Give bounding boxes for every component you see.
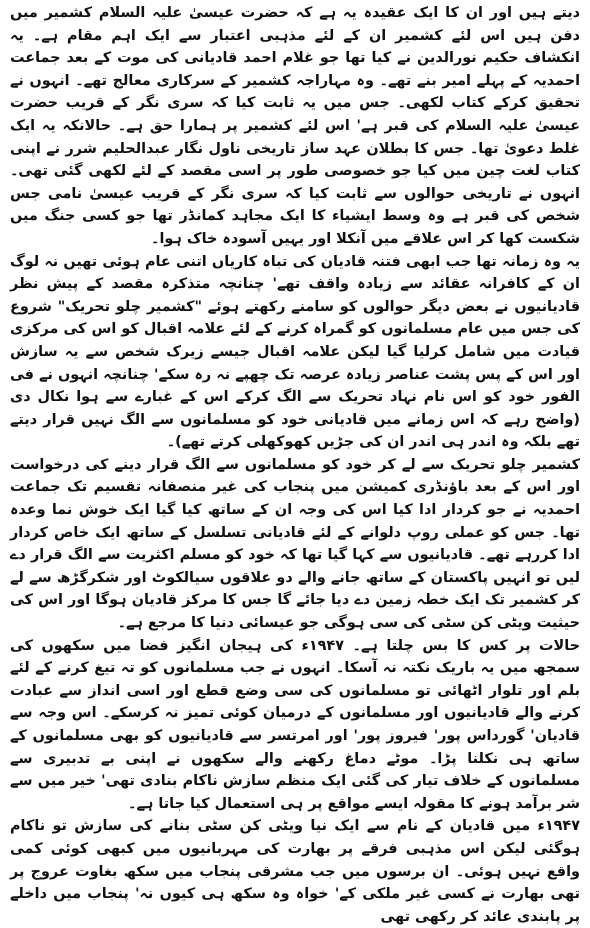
- paragraph-kashmir-claim: دیتے ہیں اور ان کا ایک عقیدہ یہ ہے کہ حضرت عیسیٰ علیہ السلام کشمیر میں دفن ہیں اس لئے کشمیر ان کے لئے مذہبی اعتبار سے ایک اہم مقام ہے۔ یہ انکشاف حکیم نورالدین نے کیا تھا جو غلام احمد قادیانی کی موت کے بعد جماعت احمدیہ کے پہلے امیر بنے تھے۔ وہ مہاراجہ کشمیر کے سرکاری معالج تھے۔ انہوں نے تحقیق کرکے کتاب لکھی۔ جس میں یہ ثابت کیا کہ سری نگر کے قریب حضرت عیسیٰ علیہ السلام کی قبر ہے' اس لئے کشمیر پر ہمارا حق ہے۔ حالانکہ یہ ایک غلط دعویٰ تھا۔ جس کا بطلان عہد ساز تاریخی ناول نگار عبدالحلیم شرر نے اپنی کتاب لغت چین میں کیا جو خصوصی طور پر اسی مقصد کے لئے لکھی گئی تھی۔ انہوں نے تاریخی حوالوں سے ثابت کیا کہ سری نگر کے قریب عیسیٰ نامی جس شخص کی قبر ہے وہ وسط ایشیاء کا ایک مجاہد کمانڈر تھا جو کسی جنگ میں شکست کھا کر اس علاقے میں آنکلا اور یہیں آسودہ خاک ہوا۔: [10, 5, 580, 247]
- paragraph-boundary-commission: کشمیر چلو تحریک سے لے کر خود کو مسلمانوں سے الگ قرار دینے کی درخواست اور اس کے بعد باؤنڈری کمیشن میں پنجاب کی غیر منصفانہ تقسیم تک جماعت احمدیہ نے جو کردار ادا کیا اس کی وجہ ان کے ساتھ کیا گیا ایک خوش نما وعدہ تھا۔ جس کو عملی روپ دلوانے کے لئے قادیانی تسلسل کے ساتھ ایک خاص کردار ادا کررہے تھے۔ قادیانیوں سے کہا گیا تھا کہ خود کو مسلم اکثریت سے الگ قرار دے لیں تو انہیں پاکستان کے ساتھ جانے والے دو علاقوں سیالکوٹ اور شکرگڑھ سے لے کر کشمیر تک ایک خطہ زمین دے دیا جائے گا جس کا مرکز قادیان ہوگا اور اس کی حیثیت ویٹی کن سٹی کی سی ہوگی جو عیسائی دنیا کا مرجع ہے۔: [10, 456, 580, 632]
- paragraph-kashmir-chalo-movement: یہ وہ زمانہ تھا جب ابھی فتنہ قادیان کی تباہ کاریاں اتنی عام ہوئی تھیں نہ لوگ ان کے کافرانہ عقائد سے زیادہ واقف تھے' چنانچہ متذکرہ مقصد کے پیش نظر قادیانیوں نے بعض دیگر حوالوں کو سامنے رکھتے ہوئے "کشمیر چلو تحریک" شروع کی جس میں عام مسلمانوں کو گمراہ کرنے کے لئے علامہ اقبال کو اس کی مرکزی قیادت میں شامل کرلیا گیا لیکن علامہ اقبال جیسے زیرک شخص سے یہ سازش اور اس کے پس پشت عناصر زیادہ عرصہ تک چھپے نہ رہ سکے' چنانچہ انہوں نے فی الفور خود کو اس نام نہاد تحریک سے الگ کرکے اس کے غبارے سے ہوا نکال دی (واضح رہے کہ اس زمانے میں قادیانی خود کو مسلمانوں سے الگ نہیں قرار دیتے تھے بلکہ وہ اندر ہی اندر ان کی جڑیں کھوکھلی کرتے تھے)۔: [10, 253, 580, 451]
- paragraph-vatican-plan: ۱۹۴۷ء میں قادیان کے نام سے ایک نیا ویٹی کن سٹی بنانے کی سازش تو ناکام ہوگئی لیکن اس مذہبی فرقے پر بھارت کی مہربانیوں میں کبھی کوئی کمی واقع نہیں ہوئی۔ ان برسوں میں جب مشرقی پنجاب میں سکھ بغاوت عروج پر تھی بھارت نے کسی غیر ملکی کے' خواہ وہ سکھ ہی کیوں نہ' پنجاب میں داخلے پر پابندی عائد کر رکھی تھی: [10, 818, 580, 925]
- paragraph-1947-events: حالات پر کس کا بس چلتا ہے۔ ۱۹۴۷ء کی ہیجان انگیز فضا میں سکھوں کی سمجھ میں یہ باریک نکتہ نہ آسکا۔ انہوں نے جب مسلمانوں کو تہ تیغ کرنے کے لئے بلم اور تلوار اٹھائی تو مسلمانوں کی سی وضع قطع اور اسی انداز سے عبادت کرنے والے قادیانیوں اور مسلمانوں کے درمیان کوئی تمیز نہ کرسکے۔ اس وجہ سے قادیان' گورداس پور' فیروز پور' اور امرتسر سے قادیانیوں کو بھی مسلمانوں کے ساتھ ہی نکلنا پڑا۔ موٹے دماغ رکھنے والے سکھوں نے اپنی بے تدبیری سے مسلمانوں کے خلاف تیار کی گئی ایک منظم سازش ناکام بنادی تھی' خیر میں سے شر برآمد ہونے کا مقولہ ایسے مواقع پر ہی استعمال کیا جاتا ہے۔: [10, 637, 580, 812]
